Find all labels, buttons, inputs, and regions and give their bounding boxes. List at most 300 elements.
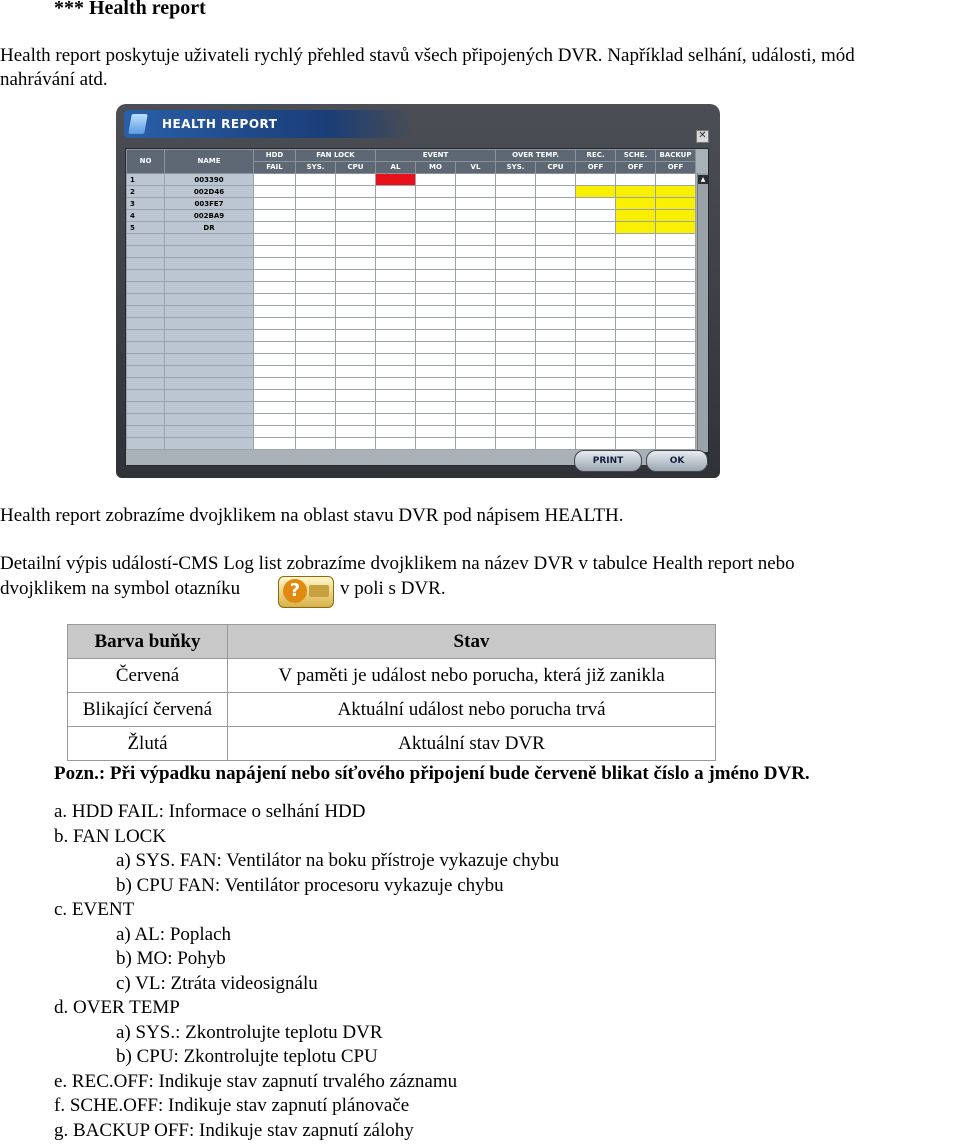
status-cell[interactable] [336,426,376,438]
status-cell[interactable] [456,198,496,210]
status-cell[interactable] [336,174,376,186]
cell-name[interactable] [165,414,254,426]
status-cell[interactable] [616,414,656,426]
status-cell[interactable] [616,426,656,438]
status-cell[interactable] [254,246,296,258]
status-cell[interactable] [336,210,376,222]
status-cell[interactable] [456,246,496,258]
cell-no[interactable] [127,306,165,318]
status-cell[interactable] [536,426,576,438]
status-cell[interactable] [376,426,416,438]
status-cell[interactable] [496,294,536,306]
cell-no[interactable]: 5 [127,222,165,234]
ok-button[interactable]: OK [646,450,708,472]
status-cell[interactable] [336,366,376,378]
status-cell[interactable] [254,270,296,282]
status-cell[interactable] [576,414,616,426]
status-cell[interactable] [536,270,576,282]
status-cell[interactable] [296,294,336,306]
cell-name[interactable] [165,438,254,450]
status-cell[interactable] [376,306,416,318]
status-cell[interactable] [296,306,336,318]
status-cell[interactable] [656,174,696,186]
status-cell[interactable] [336,414,376,426]
status-cell[interactable] [416,426,456,438]
status-cell[interactable] [656,426,696,438]
status-cell[interactable] [456,438,496,450]
status-cell[interactable] [456,330,496,342]
table-row[interactable] [127,378,696,390]
table-row[interactable] [127,270,696,282]
status-cell[interactable] [296,438,336,450]
status-cell[interactable] [576,378,616,390]
table-row[interactable] [127,198,696,210]
status-cell[interactable] [536,318,576,330]
status-cell[interactable] [536,198,576,210]
status-cell[interactable] [254,438,296,450]
cell-no[interactable] [127,402,165,414]
status-cell[interactable] [296,210,336,222]
status-cell[interactable] [576,426,616,438]
status-cell[interactable] [576,210,616,222]
status-cell[interactable] [616,210,656,222]
table-row[interactable] [127,354,696,366]
status-cell[interactable] [536,390,576,402]
status-cell[interactable] [336,258,376,270]
status-cell[interactable] [496,318,536,330]
status-cell[interactable] [416,198,456,210]
status-cell[interactable] [656,414,696,426]
status-cell[interactable] [456,234,496,246]
status-cell[interactable] [496,438,536,450]
cell-name[interactable] [165,318,254,330]
cell-name[interactable] [165,402,254,414]
status-cell[interactable] [254,330,296,342]
status-cell[interactable] [376,174,416,186]
status-cell[interactable] [254,174,296,186]
table-row[interactable] [127,390,696,402]
status-cell[interactable] [656,186,696,198]
status-cell[interactable] [656,366,696,378]
status-cell[interactable] [576,186,616,198]
cell-name[interactable] [165,366,254,378]
status-cell[interactable] [254,426,296,438]
status-cell[interactable] [456,186,496,198]
table-row[interactable] [127,210,696,222]
cell-name[interactable]: 002D46 [165,186,254,198]
status-cell[interactable] [496,270,536,282]
status-cell[interactable] [336,438,376,450]
status-cell[interactable] [336,378,376,390]
cell-name[interactable]: 002BA9 [165,210,254,222]
cell-no[interactable] [127,438,165,450]
status-cell[interactable] [536,222,576,234]
status-cell[interactable] [254,342,296,354]
status-cell[interactable] [376,294,416,306]
cell-name[interactable] [165,306,254,318]
status-cell[interactable] [616,354,656,366]
table-row[interactable] [127,282,696,294]
status-cell[interactable] [254,306,296,318]
status-cell[interactable] [416,366,456,378]
status-cell[interactable] [416,174,456,186]
status-cell[interactable] [376,210,416,222]
status-cell[interactable] [296,378,336,390]
cell-name[interactable] [165,378,254,390]
status-cell[interactable] [576,294,616,306]
status-cell[interactable] [376,330,416,342]
status-cell[interactable] [576,222,616,234]
table-row[interactable] [127,234,696,246]
status-cell[interactable] [296,390,336,402]
status-cell[interactable] [616,366,656,378]
status-cell[interactable] [296,186,336,198]
status-cell[interactable] [616,222,656,234]
status-cell[interactable] [336,234,376,246]
table-row[interactable] [127,294,696,306]
cell-no[interactable] [127,282,165,294]
status-cell[interactable] [456,354,496,366]
status-cell[interactable] [536,246,576,258]
status-cell[interactable] [336,318,376,330]
status-cell[interactable] [456,210,496,222]
cell-no[interactable]: 4 [127,210,165,222]
status-cell[interactable] [496,366,536,378]
status-cell[interactable] [576,174,616,186]
cell-no[interactable]: 2 [127,186,165,198]
status-cell[interactable] [296,402,336,414]
table-row[interactable] [127,402,696,414]
status-cell[interactable] [616,270,656,282]
status-cell[interactable] [576,282,616,294]
status-cell[interactable] [296,282,336,294]
status-cell[interactable] [296,222,336,234]
status-cell[interactable] [376,402,416,414]
cell-no[interactable]: 3 [127,198,165,210]
status-cell[interactable] [336,390,376,402]
cell-no[interactable] [127,258,165,270]
table-row[interactable] [127,246,696,258]
status-cell[interactable] [336,402,376,414]
status-cell[interactable] [576,390,616,402]
status-cell[interactable] [576,198,616,210]
status-cell[interactable] [656,282,696,294]
status-cell[interactable] [376,414,416,426]
status-cell[interactable] [536,186,576,198]
status-cell[interactable] [496,174,536,186]
status-cell[interactable] [616,294,656,306]
status-cell[interactable] [416,270,456,282]
status-cell[interactable] [416,378,456,390]
status-cell[interactable] [336,282,376,294]
status-cell[interactable] [254,210,296,222]
status-cell[interactable] [456,366,496,378]
status-cell[interactable] [656,438,696,450]
status-cell[interactable] [296,174,336,186]
status-cell[interactable] [496,186,536,198]
status-cell[interactable] [656,378,696,390]
cell-name[interactable] [165,354,254,366]
status-cell[interactable] [296,258,336,270]
status-cell[interactable] [416,306,456,318]
status-cell[interactable] [416,414,456,426]
status-cell[interactable] [296,198,336,210]
status-cell[interactable] [336,342,376,354]
status-cell[interactable] [416,390,456,402]
status-cell[interactable] [496,210,536,222]
status-cell[interactable] [496,258,536,270]
table-row[interactable] [127,306,696,318]
status-cell[interactable] [254,402,296,414]
status-cell[interactable] [416,210,456,222]
status-cell[interactable] [536,438,576,450]
status-cell[interactable] [576,438,616,450]
status-cell[interactable] [496,234,536,246]
status-cell[interactable] [456,258,496,270]
status-cell[interactable] [254,414,296,426]
print-button[interactable]: PRINT [574,450,642,472]
table-row[interactable] [127,342,696,354]
status-cell[interactable] [616,198,656,210]
status-cell[interactable] [536,414,576,426]
close-icon[interactable]: ✕ [696,130,709,143]
cell-no[interactable] [127,234,165,246]
cell-name[interactable] [165,342,254,354]
status-cell[interactable] [336,198,376,210]
status-cell[interactable] [616,306,656,318]
cell-no[interactable] [127,354,165,366]
status-cell[interactable] [376,282,416,294]
status-cell[interactable] [576,234,616,246]
cell-no[interactable] [127,378,165,390]
status-cell[interactable] [376,198,416,210]
status-cell[interactable] [536,354,576,366]
status-cell[interactable] [616,174,656,186]
table-row[interactable] [127,222,696,234]
cell-name[interactable] [165,282,254,294]
status-cell[interactable] [496,354,536,366]
status-cell[interactable] [416,234,456,246]
status-cell[interactable] [416,342,456,354]
status-cell[interactable] [416,402,456,414]
status-cell[interactable] [376,222,416,234]
cell-no[interactable] [127,318,165,330]
status-cell[interactable] [254,282,296,294]
status-cell[interactable] [254,378,296,390]
status-cell[interactable] [456,174,496,186]
status-cell[interactable] [536,378,576,390]
status-cell[interactable] [456,390,496,402]
status-cell[interactable] [296,366,336,378]
status-cell[interactable] [254,198,296,210]
status-cell[interactable] [296,318,336,330]
status-cell[interactable] [656,246,696,258]
status-cell[interactable] [336,246,376,258]
status-cell[interactable] [656,294,696,306]
status-cell[interactable] [656,270,696,282]
status-cell[interactable] [656,210,696,222]
table-row[interactable] [127,414,696,426]
status-cell[interactable] [576,330,616,342]
status-cell[interactable] [416,438,456,450]
status-cell[interactable] [496,222,536,234]
cell-name[interactable] [165,258,254,270]
status-cell[interactable] [456,402,496,414]
cell-name[interactable] [165,270,254,282]
status-cell[interactable] [254,234,296,246]
status-cell[interactable] [536,330,576,342]
status-cell[interactable] [496,414,536,426]
status-cell[interactable] [336,330,376,342]
status-cell[interactable] [536,282,576,294]
status-cell[interactable] [416,222,456,234]
status-cell[interactable] [576,270,616,282]
status-cell[interactable] [496,282,536,294]
cell-no[interactable] [127,366,165,378]
scroll-up-icon[interactable]: ▲ [698,175,708,184]
status-cell[interactable] [416,330,456,342]
status-cell[interactable] [536,258,576,270]
table-row[interactable] [127,318,696,330]
status-cell[interactable] [254,294,296,306]
status-cell[interactable] [456,222,496,234]
status-cell[interactable] [536,402,576,414]
status-cell[interactable] [576,402,616,414]
status-cell[interactable] [496,330,536,342]
status-cell[interactable] [576,354,616,366]
table-row[interactable] [127,258,696,270]
status-cell[interactable] [656,234,696,246]
status-cell[interactable] [456,414,496,426]
status-cell[interactable] [496,402,536,414]
status-cell[interactable] [336,270,376,282]
cell-no[interactable] [127,270,165,282]
status-cell[interactable] [296,270,336,282]
status-cell[interactable] [416,258,456,270]
status-cell[interactable] [496,198,536,210]
cell-no[interactable]: 1 [127,174,165,186]
cell-name[interactable] [165,390,254,402]
status-cell[interactable] [656,390,696,402]
cell-no[interactable] [127,414,165,426]
status-cell[interactable] [496,390,536,402]
status-cell[interactable] [496,306,536,318]
status-cell[interactable] [496,342,536,354]
status-cell[interactable] [616,246,656,258]
status-cell[interactable] [536,234,576,246]
status-cell[interactable] [656,330,696,342]
status-cell[interactable] [456,270,496,282]
status-cell[interactable] [254,366,296,378]
status-cell[interactable] [296,342,336,354]
status-cell[interactable] [456,426,496,438]
status-cell[interactable] [296,246,336,258]
status-cell[interactable] [616,318,656,330]
status-cell[interactable] [376,234,416,246]
status-cell[interactable] [254,258,296,270]
cell-name[interactable]: 003FE7 [165,198,254,210]
status-cell[interactable] [376,438,416,450]
status-cell[interactable] [376,186,416,198]
status-cell[interactable] [336,186,376,198]
status-cell[interactable] [616,342,656,354]
status-cell[interactable] [376,342,416,354]
status-cell[interactable] [254,390,296,402]
cell-name[interactable]: DR [165,222,254,234]
status-cell[interactable] [616,438,656,450]
status-cell[interactable] [416,354,456,366]
status-cell[interactable] [296,414,336,426]
status-cell[interactable] [656,318,696,330]
status-cell[interactable] [576,306,616,318]
table-row[interactable] [127,330,696,342]
table-row[interactable] [127,438,696,450]
status-cell[interactable] [376,270,416,282]
status-cell[interactable] [376,246,416,258]
table-row[interactable] [127,186,696,198]
status-cell[interactable] [416,294,456,306]
cell-no[interactable] [127,390,165,402]
status-cell[interactable] [656,222,696,234]
status-cell[interactable] [376,318,416,330]
status-cell[interactable] [296,426,336,438]
status-cell[interactable] [416,282,456,294]
status-cell[interactable] [376,258,416,270]
status-cell[interactable] [456,306,496,318]
status-cell[interactable] [376,378,416,390]
status-cell[interactable] [296,354,336,366]
status-cell[interactable] [576,318,616,330]
status-cell[interactable] [416,318,456,330]
status-cell[interactable] [254,318,296,330]
status-cell[interactable] [656,306,696,318]
table-row[interactable] [127,174,696,186]
status-cell[interactable] [456,318,496,330]
status-cell[interactable] [536,210,576,222]
status-cell[interactable] [616,186,656,198]
cell-no[interactable] [127,342,165,354]
status-cell[interactable] [616,402,656,414]
status-cell[interactable] [254,222,296,234]
table-row[interactable] [127,366,696,378]
cell-no[interactable] [127,294,165,306]
status-cell[interactable] [616,330,656,342]
status-cell[interactable] [616,390,656,402]
cell-no[interactable] [127,246,165,258]
status-cell[interactable] [416,246,456,258]
status-cell[interactable] [456,282,496,294]
cell-name[interactable]: 003390 [165,174,254,186]
status-cell[interactable] [576,246,616,258]
status-cell[interactable] [536,306,576,318]
cell-name[interactable] [165,294,254,306]
status-cell[interactable] [376,354,416,366]
scrollbar[interactable] [697,173,708,463]
cell-name[interactable] [165,234,254,246]
cell-name[interactable] [165,330,254,342]
status-cell[interactable] [616,282,656,294]
cell-no[interactable] [127,426,165,438]
status-cell[interactable] [496,426,536,438]
status-cell[interactable] [456,378,496,390]
status-cell[interactable] [536,366,576,378]
status-cell[interactable] [576,366,616,378]
status-cell[interactable] [616,378,656,390]
status-cell[interactable] [616,234,656,246]
status-cell[interactable] [456,294,496,306]
cell-no[interactable] [127,330,165,342]
status-cell[interactable] [296,234,336,246]
